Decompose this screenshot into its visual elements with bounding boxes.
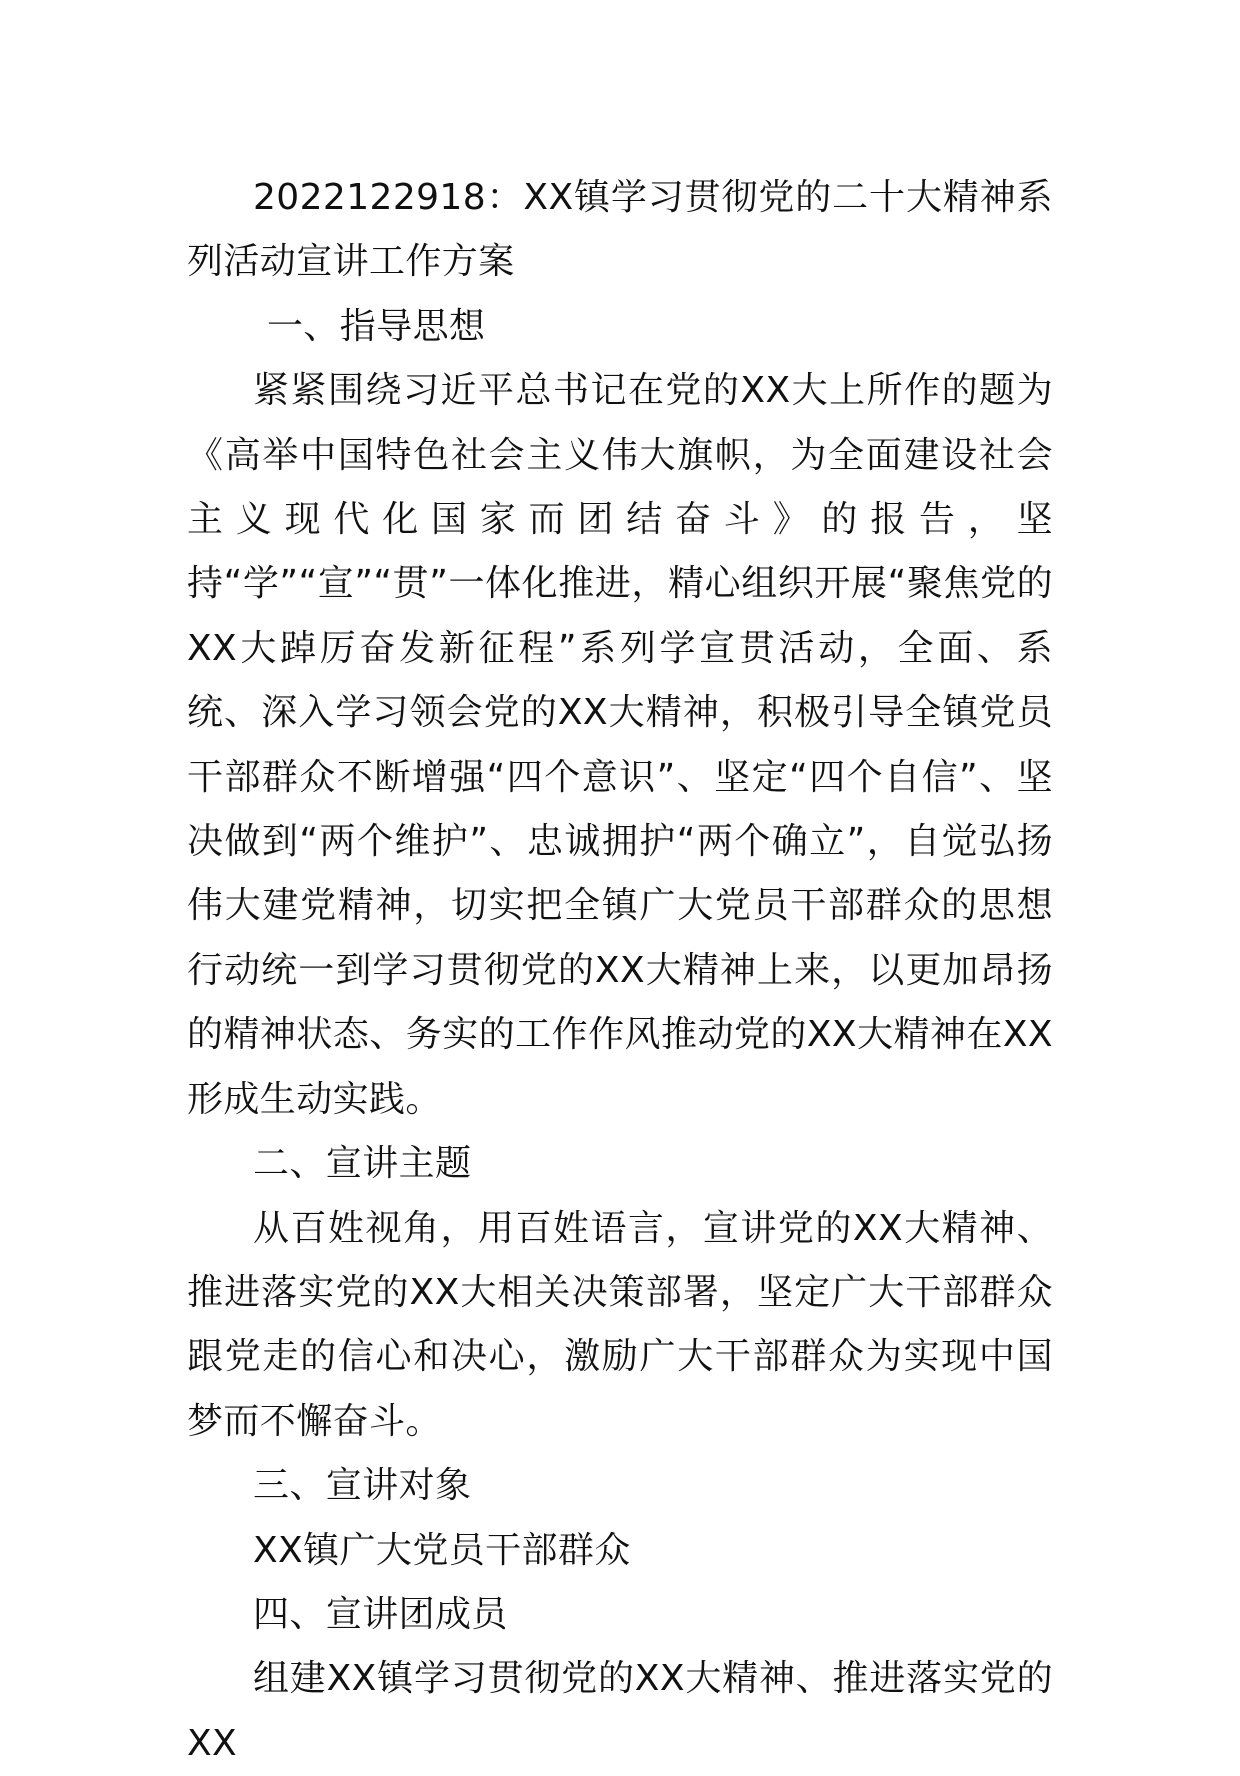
document-title: 2022122918：XX镇学习贯彻党的二十大精神系列活动宣讲工作方案 [187, 177, 1053, 283]
document-page [187, 166, 1053, 1776]
section-heading-audience: 三、宣讲对象 [253, 1465, 472, 1507]
section-body-guiding-ideology: 紧紧围绕习近平总书记在党的XX大上所作的题为《高举中国特色社会主义伟大旗帜，为全面建设社会主义现代化国家而团结奋斗》的报告，坚持“学”“宣”“贯”一体化推进，精心组织开展“聚焦党的XX大踔厉奋发新征程”系列学宣贯活动，全面、系统、深入学习领会党的XX大精神，积极引导全镇党员干部群众不断增强“四个意识”、坚定“四个自信”、坚决做到“两个维护”、忠诚拥护“两个确立”，自觉弘扬伟大建党精神，切实把全镇广大党员干部群众的思想行动统一到学习贯彻党的XX大精神上来，以更加昂扬的精神状态、务实的工作作风推动党的XX大精神在XX形成生动实践。 [187, 370, 1053, 1120]
section-body-theme: 从百姓视角，用百姓语言，宣讲党的XX大精神、推进落实党的XX大相关决策部署，坚定广大干部群众跟党走的信心和决心，激励广大干部群众为实现中国梦而不懈奋斗。 [187, 1207, 1053, 1442]
section-body-audience: XX镇广大党员干部群众 [253, 1529, 631, 1571]
section-heading-guiding-ideology: 一、指导思想 [267, 305, 486, 347]
section-heading-members: 四、宣讲团成员 [253, 1593, 508, 1635]
section-heading-theme: 二、宣讲主题 [253, 1143, 472, 1185]
section-body-members: 组建XX镇学习贯彻党的XX大精神、推进落实党的XX [187, 1658, 1053, 1764]
